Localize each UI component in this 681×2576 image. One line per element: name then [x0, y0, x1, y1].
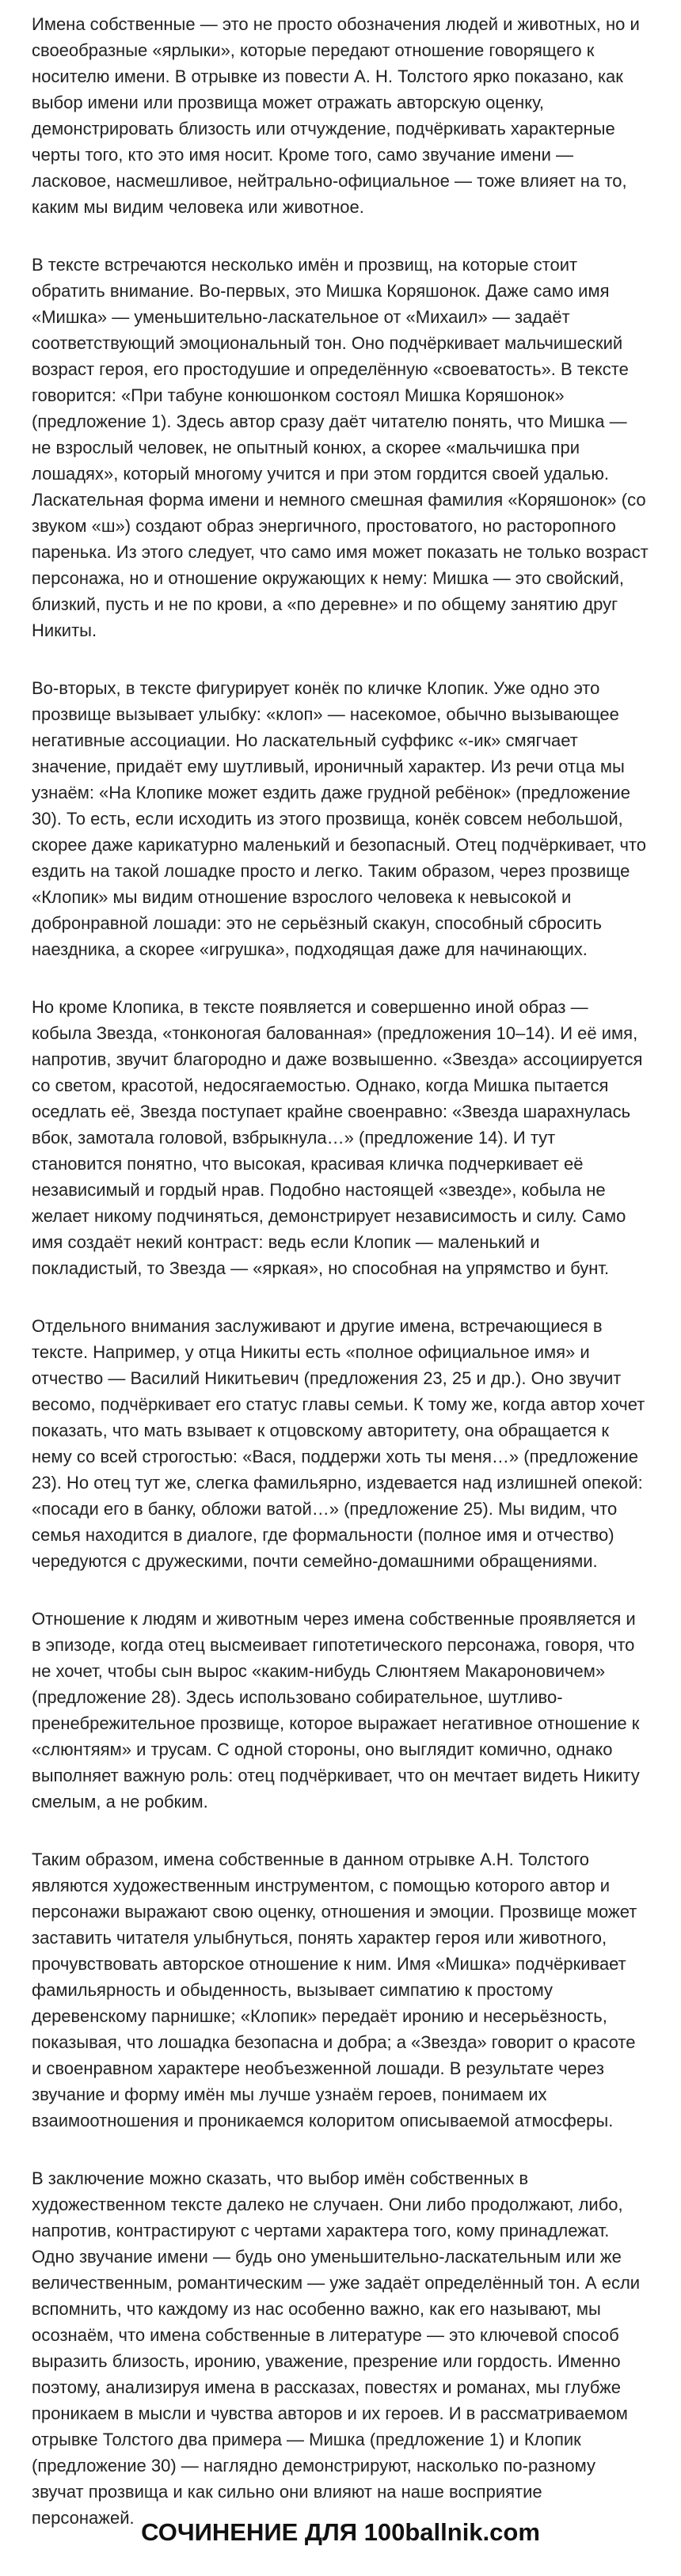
essay-paragraph: Но кроме Клопика, в тексте появляется и совершенно иной образ — кобыла Звезда, «тонконогая балованная» (предложения 10–14). И её имя, напротив, звучит благородно и даже возвышенно. «Звезда» ассоциируется со светом, красотой, недосягаемостью. Однако, когда Мишка пытается оседлать её, Звезда поступает крайне своенравно: «Звезда шарахнулась вбок, замотала головой, взбрыкнула…» (предложение 14). И тут становится понятно, что высокая, красивая кличка подчеркивает её независимый и гордый нрав. Подобно настоящей «звезде», кобыла не желает никому подчиняться, демонстрирует независимость и силу. Само имя создаёт некий контраст: ведь если Клопик — маленький и покладистый, то Звезда — «яркая», но способная на упрямство и бунт. [32, 997, 643, 1278]
essay-text [32, 11, 649, 2531]
essay-paragraph: В тексте встречаются несколько имён и прозвищ, на которые стоит обратить внимание. Во-первых, это Мишка Коряшонок. Даже само имя «Мишка» — уменьшительно-ласкательное от «Михаил» — задаёт соответствующий эмоциональный тон. Оно подчёркивает мальчишеский возраст героя, его простодушие и определённую «своеватость». В тексте говорится: «При табуне конюшонком состоял Мишка Коряшонок» (предложение 1). Здесь автор сразу даёт читателю понять, что Мишка — не взрослый человек, не опытный конюх, а скорее «мальчишка при лошадях», который многому учится и при этом гордится своей удалью. Ласкательная форма имени и немного смешная фамилия «Коряшонок» (со звуком «ш») создают образ энергичного, простоватого, но расторопного паренька. Из этого следует, что само имя может показать не только возраст персонажа, но и отношение окружающих к нему: Мишка — это свойский, близкий, пусть и не по крови, а «по деревне» и по общему занятию друг Никиты. [32, 255, 649, 640]
essay-paragraph: В заключение можно сказать, что выбор имён собственных в художественном тексте далеко не случаен. Они либо продолжают, либо, напротив, контрастируют с чертами характера того, кому принадлежат. Одно звучание имени — будь оно уменьшительно-ласкательным или же величественным, романтическим — уже задаёт определённый тон. А если вспомнить, что каждому из нас особенно важно, как его называют, мы осознаём, что имена собственные в литературе — это ключевой способ выразить близость, иронию, уважение, презрение или гордость. Именно поэтому, анализируя имена в рассказах, повестях и романах, мы глубже проникаем в мысли и чувства авторов и их героев. И в рассматриваемом отрывке Толстого два примера — Мишка (предложение 1) и Клопик (предложение 30) — наглядно демонстрируют, насколько по-разному звучат прозвища и как сильно они влияют на наше восприятие персонажей. [32, 2168, 641, 2528]
essay-paragraph: Отдельного внимания заслуживают и другие имена, встречающиеся в тексте. Например, у отца Никиты есть «полное официальное имя» и отчество — Василий Никитьевич (предложения 23, 25 и др.). Оно звучит весомо, подчёркивает его статус главы семьи. К тому же, когда автор хочет показать, что мать взывает к отцовскому авторитету, она обращается к нему со всей строгостью: «Вася, поддержи хоть ты меня…» (предложение 23). Но отец тут же, слегка фамильярно, издевается над излишней опекой: «посади его в банку, обложи ватой…» (предложение 25). Мы видим, что семья находится в диалоге, где формальности (полное имя и отчество) чередуются с дружескими, почти семейно-домашними обращениями. [32, 1316, 645, 1571]
essay-paragraph: Имена собственные — это не просто обозначения людей и животных, но и своеобразные «ярлыки», которые передают отношение говорящего к носителю имени. В отрывке из повести А. Н. Толстого ярко показано, как выбор имени или прозвища может отражать авторскую оценку, демонстрировать близость или отчуждение, подчёркивать характерные черты того, кто это имя носит. Кроме того, само звучание имени — ласковое, насмешливое, нейтрально-официальное — тоже влияет на то, каким мы видим человека или животное. [32, 14, 640, 217]
essay-paragraph: Таким образом, имена собственные в данном отрывке А.Н. Толстого являются художественным инструментом, с помощью которого автор и персонажи выражают свою оценку, отношения и эмоции. Прозвище может заставить читателя улыбнуться, понять характер героя или животного, прочувствовать авторское отношение к ним. Имя «Мишка» подчёркивает фамильярность и обыденность, вызывает симпатию к простому деревенскому парнишке; «Клопик» передаёт иронию и несерьёзность, показывая, что лошадка безопасна и добра; а «Звезда» говорит о красоте и своенравном характере необъезженной лошади. В результате через звучание и форму имён мы лучше узнаём героев, понимаем их взаимоотношения и проникаемся колоритом описываемой атмосферы. [32, 1849, 637, 2130]
essay-paragraph: Отношение к людям и животным через имена собственные проявляется и в эпизоде, когда отец высмеивает гипотетического персонажа, говоря, что не хочет, чтобы сын вырос «каким-нибудь Слюнтяем Макароновичем» (предложение 28). Здесь использовано собирательное, шутливо-пренебрежительное прозвище, которое выражает негативное отношение к «слюнтяям» и трусам. С одной стороны, оно выглядит комично, однако выполняет важную роль: отец подчёркивает, что он мечтает видеть Никиту смелым, а не робким. [32, 1609, 640, 1812]
essay-paragraph: Во-вторых, в тексте фигурирует конёк по кличке Клопик. Уже одно это прозвище вызывает улыбку: «клоп» — насекомое, обычно вызывающее негативные ассоциации. Но ласкательный суффикс «-ик» смягчает значение, придаёт ему шутливый, ироничный характер. Из речи отца мы узнаём: «На Клопике может ездить даже грудной ребёнок» (предложение 30). То есть, если исходить из этого прозвища, конёк совсем небольшой, скорее даже карикатурно маленький и безопасный. Отец подчёркивает, что ездить на такой лошадке просто и легко. Таким образом, через прозвище «Клопик» мы видим отношение взрослого человека к невысокой и добронравной лошади: это не серьёзный скакун, способный сбросить наездника, а скорее «игрушка», подходящая даже для начинающих. [32, 678, 646, 959]
site-footer-caption: СОЧИНЕНИЕ ДЛЯ 100ballnik.com [141, 2518, 540, 2546]
